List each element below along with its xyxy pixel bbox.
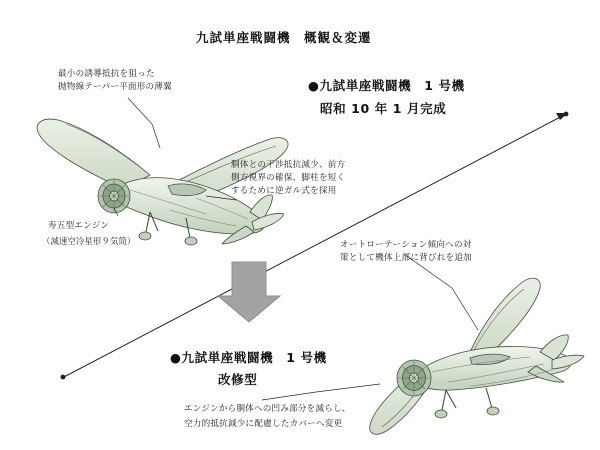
heading-variant-1-line1: ●九試単座戦闘機 1 号機: [308, 78, 465, 93]
down-arrow: [218, 262, 280, 322]
annotation-wing-note-line1: 最小の誘導抵抗を狙った: [58, 69, 155, 79]
annotation-gull-wing-line2: 側方視界の確保、脚柱を短く: [231, 173, 346, 183]
annotation-wing-note-line2: 抛物線テーパー平面形の薄翼: [58, 82, 172, 92]
aircraft-variant-2: [370, 278, 584, 434]
annotation-dorsal-fin-line2: 策として機体上部に背びれを追加: [340, 253, 472, 263]
heading-variant-2-line1: ●九試単座戦闘機 1 号機: [170, 350, 327, 365]
page-title: 九試単座戦闘機 概観＆変遷: [196, 30, 372, 45]
annotation-cowling-line1: エンジンから胴体への凹み部分を減らし、: [184, 404, 351, 414]
heading-variant-1-line2: 昭和 10 年 1 月完成: [320, 101, 447, 116]
heading-variant-2-line2: 改修型: [218, 372, 258, 387]
annotation-gull-wing-line1: 胴体との干渉抵抗減少、前方: [231, 160, 346, 170]
annotation-engine-line2: （減速空冷星形９気筒）: [42, 236, 136, 246]
annotation-gull-wing-line3: するために逆ガル式を採用: [231, 186, 337, 196]
annotation-cowling-line2: 空力的抵抗減少に配慮したカバーへ変更: [184, 419, 343, 429]
annotation-engine-line1: 寿五型エンジン: [48, 221, 110, 231]
annotation-dorsal-fin-line1: オートローテーション傾向への対: [340, 240, 472, 250]
